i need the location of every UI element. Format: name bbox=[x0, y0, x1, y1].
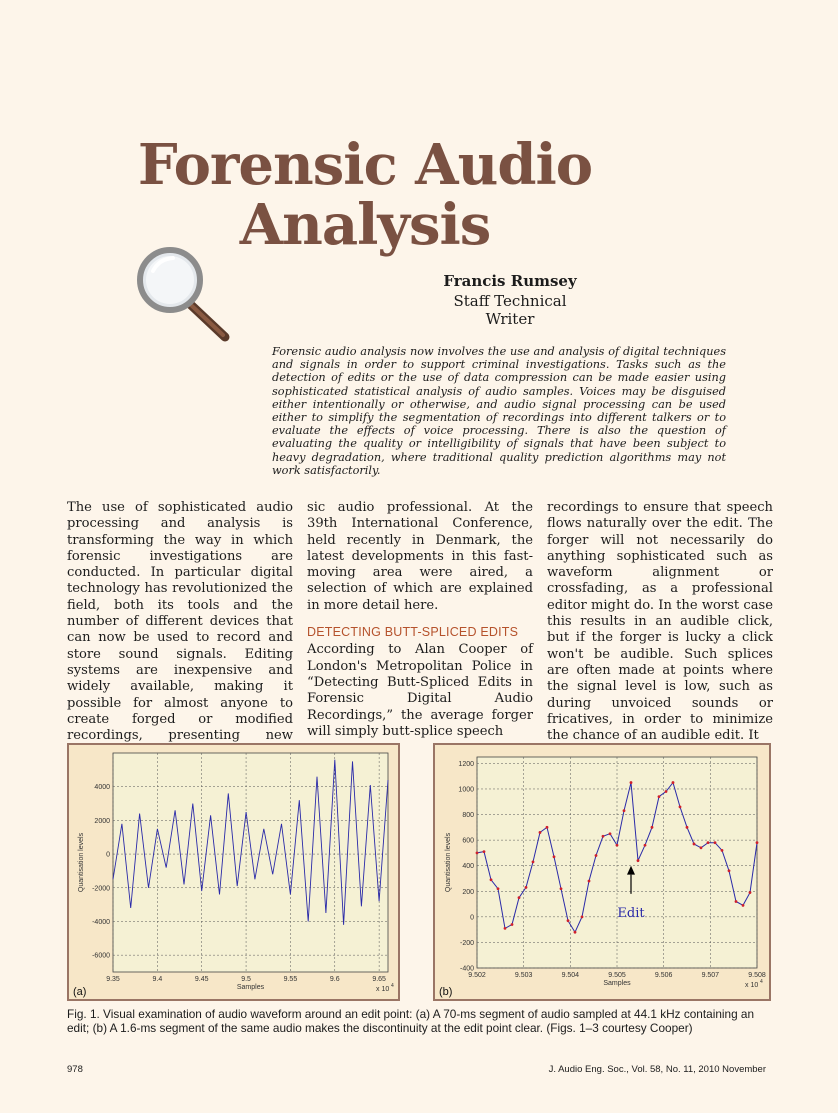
data-point bbox=[742, 904, 745, 907]
y-tick-label: 1000 bbox=[458, 786, 474, 794]
abstract: Forensic audio analysis now involves the use and analysis of digital techniques and signals in order to support criminal investigations. Tasks such as the detection of edits or the use of data compression can be made easier using sophisticated statistical analysis of audio samples. Voices may be disguised either intentionally or otherwise, and audio signal processing can be used either to simplify the segmentation of recordings into different talkers or to evaluate the effects of voice processing. There is also the question of evaluating the quality or intelligibility of signals that have been subject to heavy degradation, where traditional quality prediction algorithms may not work satisfactorily. bbox=[272, 345, 726, 477]
data-point bbox=[518, 896, 521, 899]
magnifying-glass-icon bbox=[135, 245, 235, 345]
data-point bbox=[728, 869, 731, 872]
y-tick-label: 200 bbox=[462, 888, 474, 896]
x-tick-label: 9.507 bbox=[701, 972, 720, 979]
figure-caption: Fig. 1. Visual examination of audio waveform around an edit point: (a) A 70-ms segment of audio sampled at 44.1 kHz containing an edit; (b) A 1.6-ms segment of the same audio makes the discontinuity at the edit point clear. (Figs. 1–3 courtesy Cooper) bbox=[67, 1007, 755, 1035]
data-point bbox=[609, 832, 612, 835]
y-axis-label: Quantisation levels bbox=[445, 832, 452, 893]
x-tick-label: 9.35 bbox=[106, 976, 120, 983]
data-point bbox=[546, 826, 549, 829]
data-point bbox=[665, 790, 668, 793]
data-point bbox=[630, 781, 633, 784]
data-point bbox=[553, 855, 556, 858]
data-point bbox=[658, 795, 661, 798]
data-point bbox=[651, 826, 654, 829]
body-column-3 bbox=[547, 500, 773, 744]
data-point bbox=[721, 849, 724, 852]
data-point bbox=[679, 805, 682, 808]
y-tick-label: 0 bbox=[470, 914, 474, 922]
data-point bbox=[700, 846, 703, 849]
panel-label: (b) bbox=[439, 986, 453, 998]
y-tick-label: -400 bbox=[459, 965, 474, 973]
page-number: 978 bbox=[67, 1064, 83, 1075]
data-point bbox=[693, 843, 696, 846]
x-tick-label: 9.504 bbox=[561, 972, 580, 979]
x-tick-label: 9.6 bbox=[329, 976, 340, 983]
data-point bbox=[588, 880, 591, 883]
data-point bbox=[756, 841, 759, 844]
data-point bbox=[574, 931, 577, 934]
x-tick-label: 9.502 bbox=[468, 972, 486, 979]
author-block bbox=[430, 272, 590, 328]
panel-label: (a) bbox=[73, 986, 87, 998]
x-tick-label: 9.65 bbox=[372, 976, 386, 983]
data-point bbox=[749, 891, 752, 894]
x-axis-label: Samples bbox=[603, 980, 631, 987]
y-tick-label: 1200 bbox=[458, 760, 474, 768]
x-tick-label: 9.506 bbox=[654, 972, 673, 979]
data-point bbox=[560, 887, 563, 890]
edit-annotation: Edit bbox=[617, 905, 645, 921]
x-tick-label: 9.4 bbox=[152, 976, 163, 983]
y-tick-label: 2000 bbox=[94, 817, 110, 825]
data-point bbox=[483, 850, 486, 853]
x-tick-label: 9.45 bbox=[194, 976, 209, 983]
data-point bbox=[735, 900, 738, 903]
figure-panel-a bbox=[67, 743, 400, 1001]
x-multiplier-exponent: 4 bbox=[760, 979, 763, 985]
data-point bbox=[623, 809, 626, 812]
x-tick-label: 9.5 bbox=[241, 976, 251, 983]
x-multiplier-label: x 10 bbox=[376, 986, 390, 993]
data-point bbox=[602, 835, 605, 838]
waveform-chart-b bbox=[435, 745, 773, 1003]
x-tick-label: 9.505 bbox=[608, 972, 626, 979]
x-multiplier-exponent: 4 bbox=[391, 983, 394, 989]
body-column-1 bbox=[67, 500, 293, 744]
x-tick-label: 9.508 bbox=[748, 972, 766, 979]
body-paragraph: The use of sophisticated audio processing and analysis is transforming the way in which forensic investigations are conducted. In particular digital technology has revolutionized the field, both its tools and the number of different devices that can now be used to record and store sound signals. Editing systems are inexpensive and widely available, making it possible for almost anyone to create forged or modified recordings, presenting new bbox=[67, 500, 293, 744]
data-point bbox=[525, 886, 528, 889]
data-point bbox=[476, 852, 479, 855]
y-tick-label: 800 bbox=[462, 812, 474, 820]
journal-footer: J. Audio Eng. Soc., Vol. 58, No. 11, 2010 November bbox=[548, 1064, 766, 1075]
author-role: Staff Technical Writer bbox=[453, 292, 567, 328]
data-point bbox=[686, 826, 689, 829]
data-point bbox=[595, 854, 598, 857]
body-column-2 bbox=[307, 500, 533, 739]
body-paragraph: recordings to ensure that speech flows naturally over the edit. The forger will not necessarily do anything sophisticated such as waveform alignment or crossfading, as a professional editor might do. In the worst case this results in an audible click, but if the forger is lucky a click won't be audible. Such splices are often made at points where the signal level is low, such as during unvoiced sounds or fricatives, in order to minimize the chance of an audible edit. It bbox=[547, 500, 773, 744]
y-tick-label: 400 bbox=[462, 863, 474, 871]
data-point bbox=[511, 923, 514, 926]
article-title-line-2: Analysis bbox=[239, 192, 491, 258]
data-point bbox=[707, 841, 710, 844]
y-tick-label: -6000 bbox=[92, 952, 110, 960]
x-multiplier-label: x 10 bbox=[745, 982, 759, 989]
waveform-chart-a bbox=[69, 745, 402, 1003]
x-tick-label: 9.55 bbox=[283, 976, 298, 983]
data-point bbox=[616, 844, 619, 847]
x-axis-label: Samples bbox=[236, 984, 265, 991]
data-point bbox=[581, 915, 584, 918]
body-paragraph: According to Alan Cooper of London's Metropolitan Police in “Detecting Butt-Spliced Edits in Forensic Digital Audio Recordings,” the average forger will simply butt-splice speech bbox=[307, 642, 533, 739]
body-paragraph: sic audio professional. At the 39th International Conference, held recently in Denmark, the latest developments in this fast-moving area were aired, a selection of which are explained in more detail here. bbox=[307, 500, 533, 613]
data-point bbox=[539, 831, 542, 834]
y-tick-label: -200 bbox=[459, 939, 474, 947]
y-tick-label: -4000 bbox=[92, 918, 110, 926]
data-point bbox=[567, 919, 570, 922]
data-point bbox=[532, 860, 535, 863]
x-tick-label: 9.503 bbox=[514, 972, 533, 979]
figure-panel-b bbox=[433, 743, 771, 1001]
y-tick-label: 0 bbox=[106, 851, 110, 859]
y-axis-label: Quantisation levels bbox=[78, 832, 85, 893]
data-point bbox=[644, 844, 647, 847]
author-name: Francis Rumsey bbox=[443, 272, 577, 290]
data-point bbox=[497, 887, 500, 890]
data-point bbox=[672, 781, 675, 784]
data-point bbox=[637, 859, 640, 862]
y-tick-label: 4000 bbox=[94, 784, 110, 792]
data-point bbox=[490, 878, 493, 881]
y-tick-label: -2000 bbox=[92, 885, 110, 893]
data-point bbox=[714, 841, 717, 844]
article-title-line-1: Forensic Audio bbox=[137, 132, 593, 198]
data-point bbox=[504, 927, 507, 930]
y-tick-label: 600 bbox=[462, 837, 474, 845]
section-heading: DETECTING BUTT-SPLICED EDITS bbox=[307, 625, 519, 640]
